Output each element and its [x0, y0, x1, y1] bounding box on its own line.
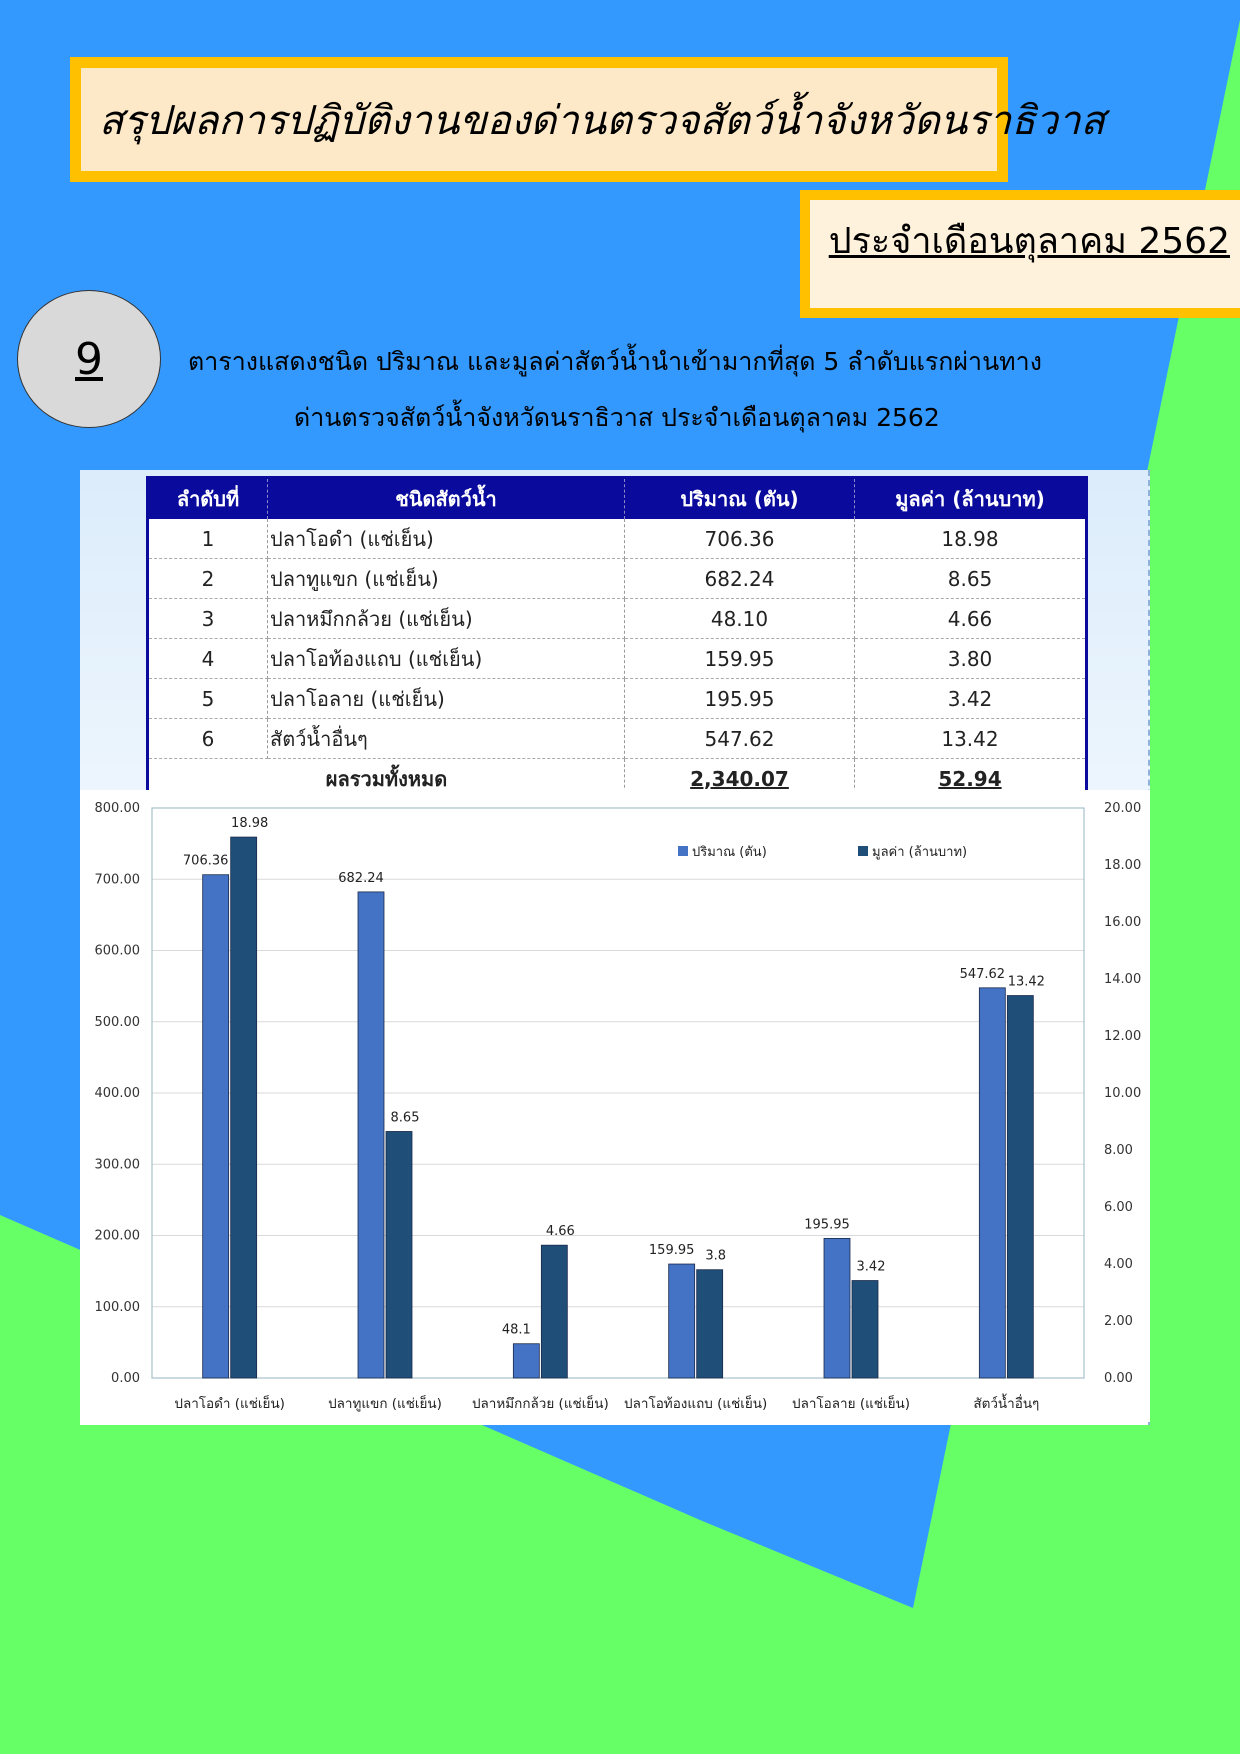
y2-tick-label: 20.00 [1104, 801, 1142, 816]
col-header-rank: ลำดับที่ [148, 478, 268, 520]
cell-quantity: 48.10 [625, 599, 855, 639]
table-header-row [148, 478, 1087, 520]
y2-tick-label: 6.00 [1104, 1200, 1133, 1215]
data-label-value: 18.98 [231, 816, 269, 832]
page-title: สรุปผลการปฏิบัติงานของด่านตรวจสัตว์น้ำจังหวัดนราธิวาส [99, 97, 1105, 144]
bar-value [231, 837, 257, 1378]
cell-species: ปลาโอท้องแถบ (แช่เย็น) [268, 639, 625, 679]
y-tick-label: 100.00 [94, 1299, 140, 1315]
y2-tick-label: 14.00 [1104, 972, 1142, 987]
section-number-badge [17, 290, 161, 428]
total-quantity: 2,340.07 [625, 759, 855, 800]
cell-quantity: 706.36 [625, 519, 855, 559]
cell-quantity: 159.95 [625, 639, 855, 679]
y-tick-label: 700.00 [94, 872, 140, 888]
data-label-quantity: 706.36 [182, 853, 229, 869]
legend-entry: มูลค่า (ล้านบาท) [872, 845, 968, 860]
y-tick-label: 0.00 [111, 1371, 140, 1386]
bar-value [1007, 996, 1033, 1378]
cell-rank: 5 [148, 679, 268, 719]
cell-value: 4.66 [855, 599, 1087, 639]
y-tick-label: 300.00 [94, 1157, 140, 1173]
data-label-value: 8.65 [390, 1110, 420, 1126]
bar-value [386, 1131, 412, 1378]
data-label-quantity: 682.24 [338, 870, 384, 886]
col-header-value: มูลค่า (ล้านบาท) [855, 478, 1087, 520]
cell-species: ปลาทูแขก (แช่เย็น) [268, 559, 625, 599]
data-label-quantity: 159.95 [648, 1243, 695, 1259]
legend-swatch [678, 846, 688, 856]
cell-rank: 1 [148, 519, 268, 559]
bar-value [541, 1245, 567, 1378]
table-row [148, 679, 1087, 719]
cell-value: 8.65 [855, 559, 1087, 599]
bar-quantity [358, 892, 384, 1378]
bar-value [852, 1281, 878, 1378]
y2-tick-label: 8.00 [1104, 1143, 1133, 1158]
y2-tick-label: 0.00 [1104, 1371, 1133, 1386]
cell-value: 3.80 [855, 639, 1087, 679]
cell-quantity: 547.62 [625, 719, 855, 759]
total-label: ผลรวมทั้งหมด [148, 759, 625, 800]
data-label-quantity: 48.1 [501, 1322, 531, 1338]
table-row [148, 559, 1087, 599]
cell-species: สัตว์น้ำอื่นๆ [268, 719, 625, 759]
bar-quantity [513, 1344, 539, 1378]
y2-tick-label: 12.00 [1104, 1029, 1142, 1044]
col-header-species: ชนิดสัตว์น้ำ [268, 478, 625, 520]
data-label-value: 3.8 [705, 1248, 727, 1264]
table-row [148, 719, 1087, 759]
y2-tick-label: 2.00 [1104, 1314, 1133, 1329]
x-tick-label: ปลาโอท้องแถบ (แช่เย็น) [624, 1396, 768, 1412]
description-line-2: ด่านตรวจสัตว์น้ำจังหวัดนราธิวาส ประจำเดือนตุลาคม 2562 [294, 403, 940, 432]
cell-species: ปลาโอดำ (แช่เย็น) [268, 519, 625, 559]
cell-rank: 4 [148, 639, 268, 679]
cell-rank: 2 [148, 559, 268, 599]
y2-tick-label: 10.00 [1104, 1086, 1142, 1101]
y-tick-label: 400.00 [94, 1086, 140, 1101]
legend-entry: ปริมาณ (ตัน) [692, 845, 767, 860]
cell-quantity: 682.24 [625, 559, 855, 599]
cell-rank: 3 [148, 599, 268, 639]
cell-species: ปลาโอลาย (แช่เย็น) [268, 679, 625, 719]
month-label: ประจำเดือนตุลาคม 2562 [828, 221, 1230, 262]
cell-species: ปลาหมึกกล้วย (แช่เย็น) [268, 599, 625, 639]
data-label-quantity: 547.62 [959, 966, 1006, 982]
x-tick-label: ปลาโอลาย (แช่เย็น) [792, 1396, 910, 1412]
cell-value: 18.98 [855, 519, 1087, 559]
total-value: 52.94 [855, 759, 1087, 800]
y2-tick-label: 16.00 [1104, 915, 1142, 930]
cell-quantity: 195.95 [625, 679, 855, 719]
bar-quantity [824, 1238, 850, 1378]
section-number: 9 [75, 333, 103, 385]
col-header-quantity: ปริมาณ (ตัน) [625, 478, 855, 520]
title-banner [70, 57, 1105, 182]
month-banner [800, 190, 1240, 318]
data-label-value: 4.66 [545, 1224, 575, 1240]
x-tick-label: สัตว์น้ำอื่นๆ [973, 1396, 1040, 1412]
bar-quantity [669, 1264, 695, 1378]
cell-rank: 6 [148, 719, 268, 759]
cell-value: 3.42 [855, 679, 1087, 719]
x-tick-label: ปลาโอดำ (แช่เย็น) [174, 1396, 285, 1412]
bar-chart [80, 790, 1150, 1422]
data-label-quantity: 195.95 [804, 1217, 850, 1233]
x-tick-label: ปลาหมึกกล้วย (แช่เย็น) [471, 1396, 609, 1412]
table-row [148, 519, 1087, 559]
bar-value [697, 1270, 723, 1378]
table-row [148, 599, 1087, 639]
cell-value: 13.42 [855, 719, 1087, 759]
y-tick-label: 600.00 [94, 943, 140, 959]
legend-swatch [858, 846, 868, 856]
y-tick-label: 500.00 [94, 1014, 140, 1030]
y2-tick-label: 4.00 [1104, 1257, 1133, 1272]
data-label-value: 3.42 [856, 1259, 886, 1275]
y-tick-label: 200.00 [94, 1228, 140, 1244]
bar-quantity [203, 875, 229, 1378]
description-line-1: ตารางแสดงชนิด ปริมาณ และมูลค่าสัตว์น้ำนำเข้ามากที่สุด 5 ลำดับแรกผ่านทาง [188, 347, 1042, 376]
table-row [148, 639, 1087, 679]
y2-tick-label: 18.00 [1104, 858, 1142, 873]
bar-quantity [979, 988, 1005, 1378]
import-table [146, 476, 1088, 801]
x-tick-label: ปลาทูแขก (แช่เย็น) [328, 1396, 442, 1412]
data-label-value: 13.42 [1007, 974, 1045, 990]
y-tick-label: 800.00 [94, 801, 140, 816]
